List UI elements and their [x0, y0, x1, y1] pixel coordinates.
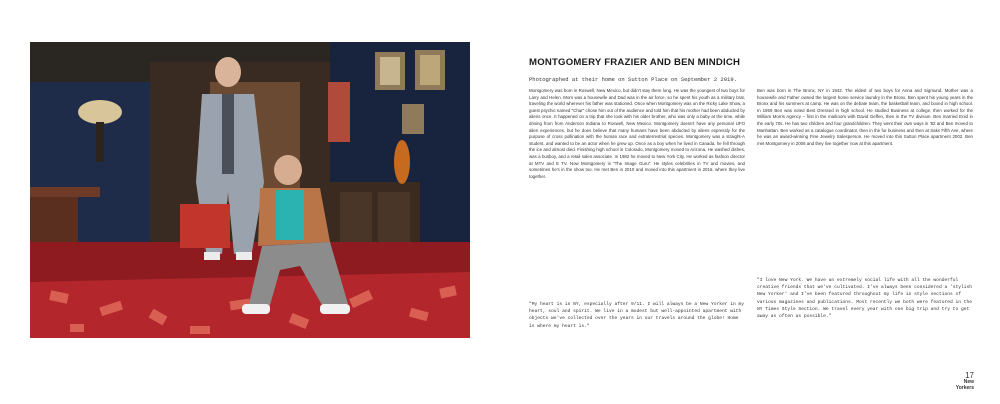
portrait-illustration	[30, 42, 470, 338]
quote-montgomery: "My heart is in NY, especially after 9/11. I will always be a New Yorker in my heart, soul and spirit. We live in a modest but well-appointed apartment with objects we've collected over the years in our travels around the globe! Home is where my heart is."	[529, 302, 745, 329]
section-name-line1: New	[963, 379, 974, 385]
bio-ben: Ben was born in The Bronx, NY in 1942. The eldest of two boys for Anna and Sigmund. Mother was a housewife and Father owned the largest home service laundry in the Bronx. Ben spent his young years in the Bronx and his summers at camp. He was on the debate team, the basketball team, and boxed in high school. In 1959 Ben was voted Best Dressed in high school. He studied Business at college, then worked for the William Morris Agency – first in the mailroom with David Geffen, then in the TV division. Ben married Enid in the early 70s. He has two children and four grandchildren. They went their own ways in '82 and Ben moved to Manhattan. Ben worked as a catalogue coordinator, then in the fur business and then at Saks Fifth Ave, where he was an award-winning Fine Jewelry Salesperson. He moved into this Sutton Place apartment 2002. Ben met Montgomery in 2006 and they live together now at this apartment.	[757, 88, 973, 146]
article-columns	[529, 88, 973, 180]
article	[529, 57, 973, 180]
portrait-photo	[30, 42, 470, 338]
quote-ben: "I love New York. We have an extremely social life with all the wonderful creative friends that we've cultivated. I've always been considered a 'stylish New Yorker' and I've been featured throughout my life in style sections of various magazines and publications. Most recently we both were featured in the NY Times Style Section. We travel every year with one big trip and try to get away as often as possible."	[757, 278, 973, 320]
page-number: 17	[965, 371, 974, 380]
article-subtitle: Photographed at their home on Sutton Place on September 2 2019.	[529, 76, 737, 83]
bio-montgomery: Montgomery was born in Roswell, New Mexico, but didn't stay there long. He was the youngest of two boys for Larry and Helen. Mom was a housewife and Dad was in the air force, so he spent his youth as a military brat, traveling the world wherever his father was stationed. Once when Montgomery was on the Ricky Lake Show, a guest psychic named "Char" chose him out of the audience and told him that his mother had been abducted by aliens once. It happened on a trip that she took with his older brother, who was only a baby at the time, while driving from from Anderson Indiana to Roswell, New Mexico. Montgomery doesn't have any personal UFO alien experiences, but he does believe that many humans have been abducted by aliens expressly for the purpose of cross pollination with the human race and extraterrestrial species. Montgomery was a straight-A student, and wanted to be an actor when he grew up. Once as a boy when he lived in Canada, he fell through the ice and almost died. Finishing high school in Colorado, Montgomery moved to Arizona. He washed dishes, was a busboy, and a retail sales associate. In 1982 he moved to New York City. He worked as fashion director at MTV and E TV. Now Montgomery is "The Image Guru". He styles celebrities in TV and movies, and sometimes he's in the show too. He met Ben in 2010 and moved into this apartment in 2016, where they live together.	[529, 88, 745, 179]
page-folio	[956, 372, 974, 391]
section-name-line2: Yorkers	[955, 384, 974, 391]
article-title: MONTGOMERY FRAZIER AND BEN MINDICH	[529, 57, 741, 68]
